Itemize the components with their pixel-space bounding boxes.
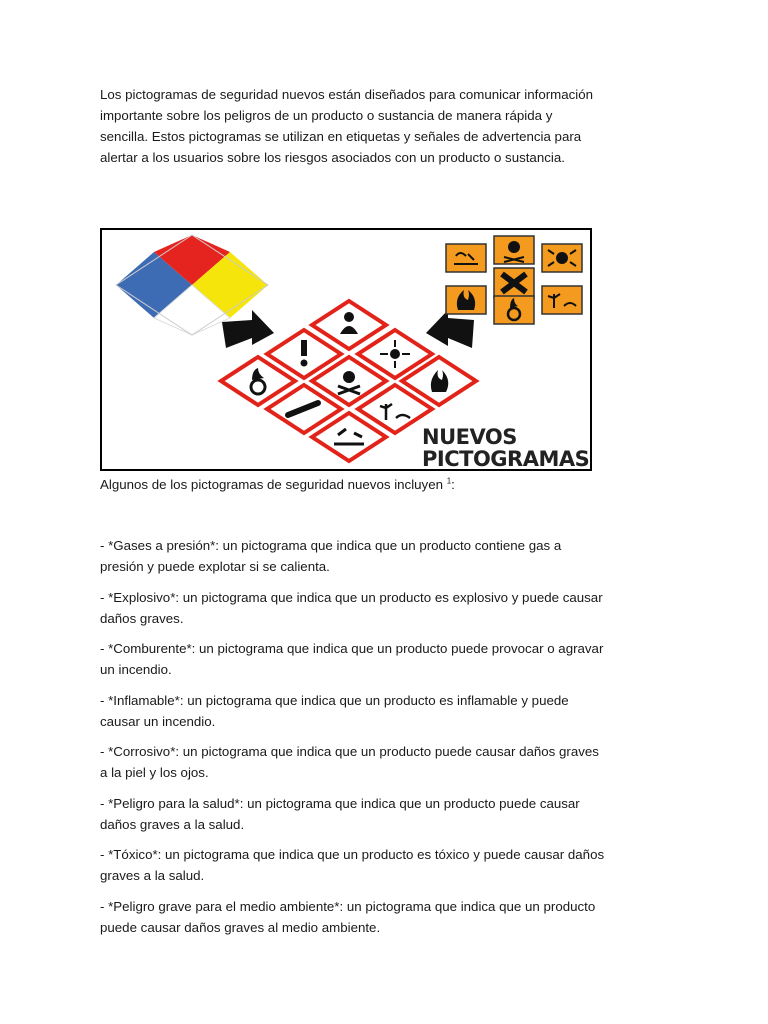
list-item: - *Tóxico*: un pictograma que indica que un producto es tóxico y puede causar daños graves a la salud. xyxy=(100,847,605,883)
nuevos-pictogramas-logo xyxy=(422,426,590,470)
list-item: - *Inflamable*: un pictograma que indica que un producto es inflamable y puede causar un incendio. xyxy=(100,692,569,729)
list-item: - *Comburente*: un pictograma que indica que un producto puede provocar o agravar un incendio. xyxy=(100,641,604,677)
list-item: - *Explosivo*: un pictograma que indica que un producto es explosivo y puede causar daños graves. xyxy=(100,589,603,626)
skull-icon xyxy=(494,236,534,264)
caption-text: Algunos de los pictogramas de seguridad nuevos incluyen xyxy=(100,477,447,492)
list-item: - *Peligro para la salud*: un pictograma que indica que un producto puede causar daños graves a la salud. xyxy=(100,795,580,832)
oxidizer-icon xyxy=(494,296,534,324)
logo-line-2: PICTOGRAMAS xyxy=(422,447,590,471)
corrosive-icon xyxy=(446,244,486,272)
logo-line-1: NUEVOS xyxy=(422,425,517,449)
caption-suffix: : xyxy=(451,477,455,492)
intro-paragraph: Los pictogramas de seguridad nuevos están diseñados para comunicar información importante sobre los peligros de un producto o sustancia de manera rápida y sencilla. Estos pictogramas se utilizan en etiquetas y señales de advertencia para alertar a los usuarios sobre los riesgos asociados con un producto o sustancia. xyxy=(100,87,594,165)
list-item: - *Peligro grave para el medio ambiente*: un pictograma que indica que un producto puede causar daños graves al medio ambiente. xyxy=(100,898,596,935)
arrow-left-icon xyxy=(426,310,474,348)
list-item: - *Corrosivo*: un pictograma que indica que un producto puede causar daños graves a la piel y los ojos. xyxy=(100,744,599,780)
pictogram-list xyxy=(100,535,605,947)
footnote-ref-link[interactable]: 1 xyxy=(446,476,452,486)
list-item: - *Gases a presión*: un pictograma que indica que un producto contiene gas a presión y puede explotar si se calienta. xyxy=(100,538,562,574)
old-pictograms xyxy=(446,236,582,324)
nfpa-diamond-icon xyxy=(116,235,268,335)
figure-caption xyxy=(100,474,455,495)
environment-icon xyxy=(542,286,582,314)
explosive-icon xyxy=(542,244,582,272)
pictograms-figure xyxy=(100,228,592,471)
flame-icon xyxy=(446,286,486,314)
harmful-cross-icon xyxy=(494,268,534,298)
